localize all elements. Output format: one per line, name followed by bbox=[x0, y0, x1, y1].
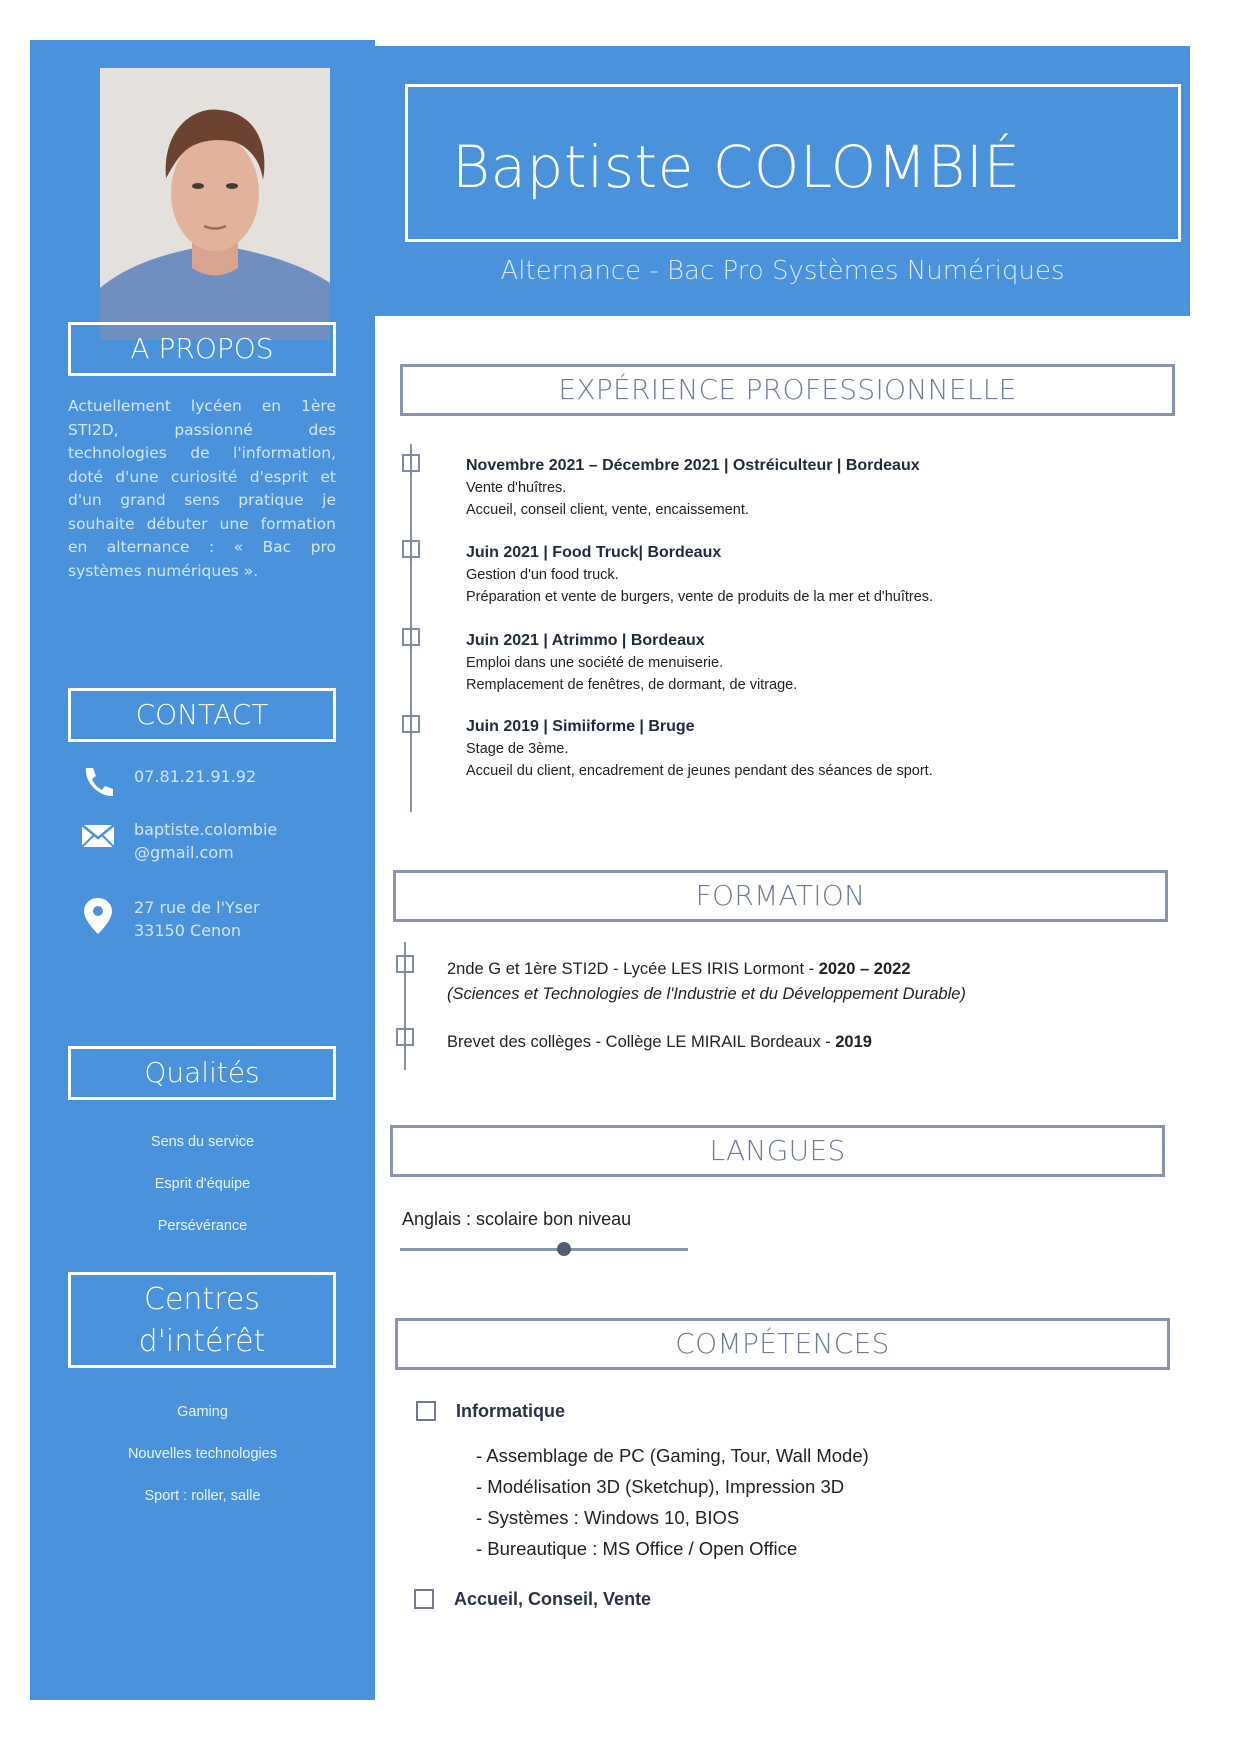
formation-text: Brevet des collèges - Collège LE MIRAIL Bordeaux - bbox=[447, 1033, 836, 1051]
experience-line: Accueil du client, encadrement de jeunes pendant des séances de sport. bbox=[466, 763, 933, 779]
experience-line: Préparation et vente de burgers, vente de produits de la mer et d'huîtres. bbox=[466, 589, 934, 605]
formation-item bbox=[447, 1030, 1167, 1055]
email-line-2: @gmail.com bbox=[134, 843, 234, 862]
experience-line: Emploi dans une société de menuiserie. bbox=[466, 655, 724, 671]
email-line-1: baptiste.colombie bbox=[134, 820, 278, 839]
formation-text: 2nde G et 1ère STI2D - Lycée LES IRIS Lormont - bbox=[447, 960, 819, 978]
experience-item bbox=[466, 542, 1166, 608]
candidate-subtitle: Alternance - Bac Pro Systèmes Numériques bbox=[500, 256, 1065, 286]
experience-item bbox=[466, 455, 1166, 521]
quality-item: Sens du service bbox=[150, 1134, 255, 1150]
formation-detail: (Sciences et Technologies de l'Industrie et du Développement Durable) bbox=[447, 985, 966, 1003]
language-level-marker bbox=[557, 1242, 571, 1256]
sidebar bbox=[30, 40, 375, 1700]
skill-item: - Assemblage de PC (Gaming, Tour, Wall Mode) bbox=[476, 1445, 869, 1466]
phone-number: 07.81.21.91.92 bbox=[134, 767, 257, 786]
contact-email[interactable] bbox=[80, 818, 350, 864]
experience-line: Stage de 3ème. bbox=[466, 741, 569, 757]
langues-heading: LANGUES bbox=[390, 1125, 1165, 1177]
interests-heading bbox=[68, 1272, 336, 1368]
skill-item: - Systèmes : Windows 10, BIOS bbox=[476, 1507, 740, 1528]
phone-icon bbox=[80, 765, 116, 799]
interest-item: Nouvelles technologies bbox=[127, 1446, 278, 1462]
profile-photo bbox=[100, 68, 330, 340]
qualities-list bbox=[30, 1121, 375, 1247]
experience-item bbox=[466, 630, 1166, 696]
skill-item: - Modélisation 3D (Sketchup), Impression 3D bbox=[476, 1476, 845, 1497]
experience-item bbox=[466, 716, 1166, 782]
experience-title: Juin 2019 | Simiiforme | Bruge bbox=[466, 718, 695, 735]
interests-list bbox=[30, 1391, 375, 1517]
language-level-bar bbox=[400, 1248, 688, 1251]
formation-heading: FORMATION bbox=[393, 870, 1168, 922]
interest-item: Gaming bbox=[177, 1404, 228, 1420]
experience-line: Remplacement de fenêtres, de dormant, de vitrage. bbox=[466, 677, 798, 693]
location-pin-icon bbox=[80, 896, 116, 936]
envelope-icon bbox=[80, 818, 116, 852]
timeline-marker bbox=[396, 955, 414, 973]
skill-group-title: Accueil, Conseil, Vente bbox=[454, 1589, 652, 1609]
header-banner bbox=[375, 46, 1190, 316]
timeline-marker bbox=[402, 540, 420, 558]
contact-address bbox=[80, 896, 350, 942]
timeline-marker bbox=[402, 715, 420, 733]
candidate-name: Baptiste COLOMBIÉ bbox=[452, 133, 1021, 201]
interests-heading-line-2: d'intérêt bbox=[138, 1324, 266, 1359]
about-text: Actuellement lycéen en 1ère STI2D, passionné des technologies de l'information, doté d'une curiosité d'esprit et d'un grand sens pratique je souhaite débuter une formation en alternance : « Bac pro systèmes numériques ». bbox=[68, 397, 336, 580]
experience-title: Novembre 2021 – Décembre 2021 | Ostréiculteur | Bordeaux bbox=[466, 457, 920, 474]
about-heading: A PROPOS bbox=[68, 322, 336, 376]
timeline-marker bbox=[402, 628, 420, 646]
skill-group-title: Informatique bbox=[456, 1401, 566, 1421]
portrait-illustration bbox=[100, 68, 330, 340]
quality-item: Esprit d'équipe bbox=[154, 1176, 251, 1192]
interest-item: Sport : roller, salle bbox=[144, 1488, 261, 1504]
interests-heading-line-1: Centres bbox=[144, 1282, 260, 1317]
experience-title: Juin 2021 | Atrimmo | Bordeaux bbox=[466, 632, 705, 649]
formation-item bbox=[447, 957, 1167, 1007]
competences-heading: COMPÉTENCES bbox=[395, 1318, 1170, 1370]
qualities-heading: Qualités bbox=[68, 1046, 336, 1100]
experience-line: Accueil, conseil client, vente, encaissement. bbox=[466, 502, 749, 518]
contact-heading: CONTACT bbox=[68, 688, 336, 742]
skill-checkbox bbox=[414, 1589, 434, 1609]
timeline-marker bbox=[396, 1028, 414, 1046]
formation-years: 2020 – 2022 bbox=[818, 960, 911, 978]
skill-list bbox=[476, 1440, 869, 1564]
language-item: Anglais : scolaire bon niveau bbox=[402, 1209, 632, 1229]
formation-years: 2019 bbox=[835, 1033, 872, 1051]
experience-line: Gestion d'un food truck. bbox=[466, 567, 619, 583]
skill-checkbox bbox=[416, 1401, 436, 1421]
experience-title: Juin 2021 | Food Truck| Bordeaux bbox=[466, 544, 722, 561]
quality-item: Persévérance bbox=[157, 1218, 248, 1234]
address-line-2: 33150 Cenon bbox=[134, 921, 242, 940]
experience-heading: EXPÉRIENCE PROFESSIONNELLE bbox=[400, 364, 1175, 416]
contact-phone[interactable] bbox=[80, 765, 350, 799]
skill-item: - Bureautique : MS Office / Open Office bbox=[476, 1538, 798, 1559]
experience-line: Vente d'huîtres. bbox=[466, 480, 567, 496]
name-frame bbox=[405, 84, 1181, 242]
address-line-1: 27 rue de l'Yser bbox=[134, 898, 260, 917]
timeline-marker bbox=[402, 454, 420, 472]
